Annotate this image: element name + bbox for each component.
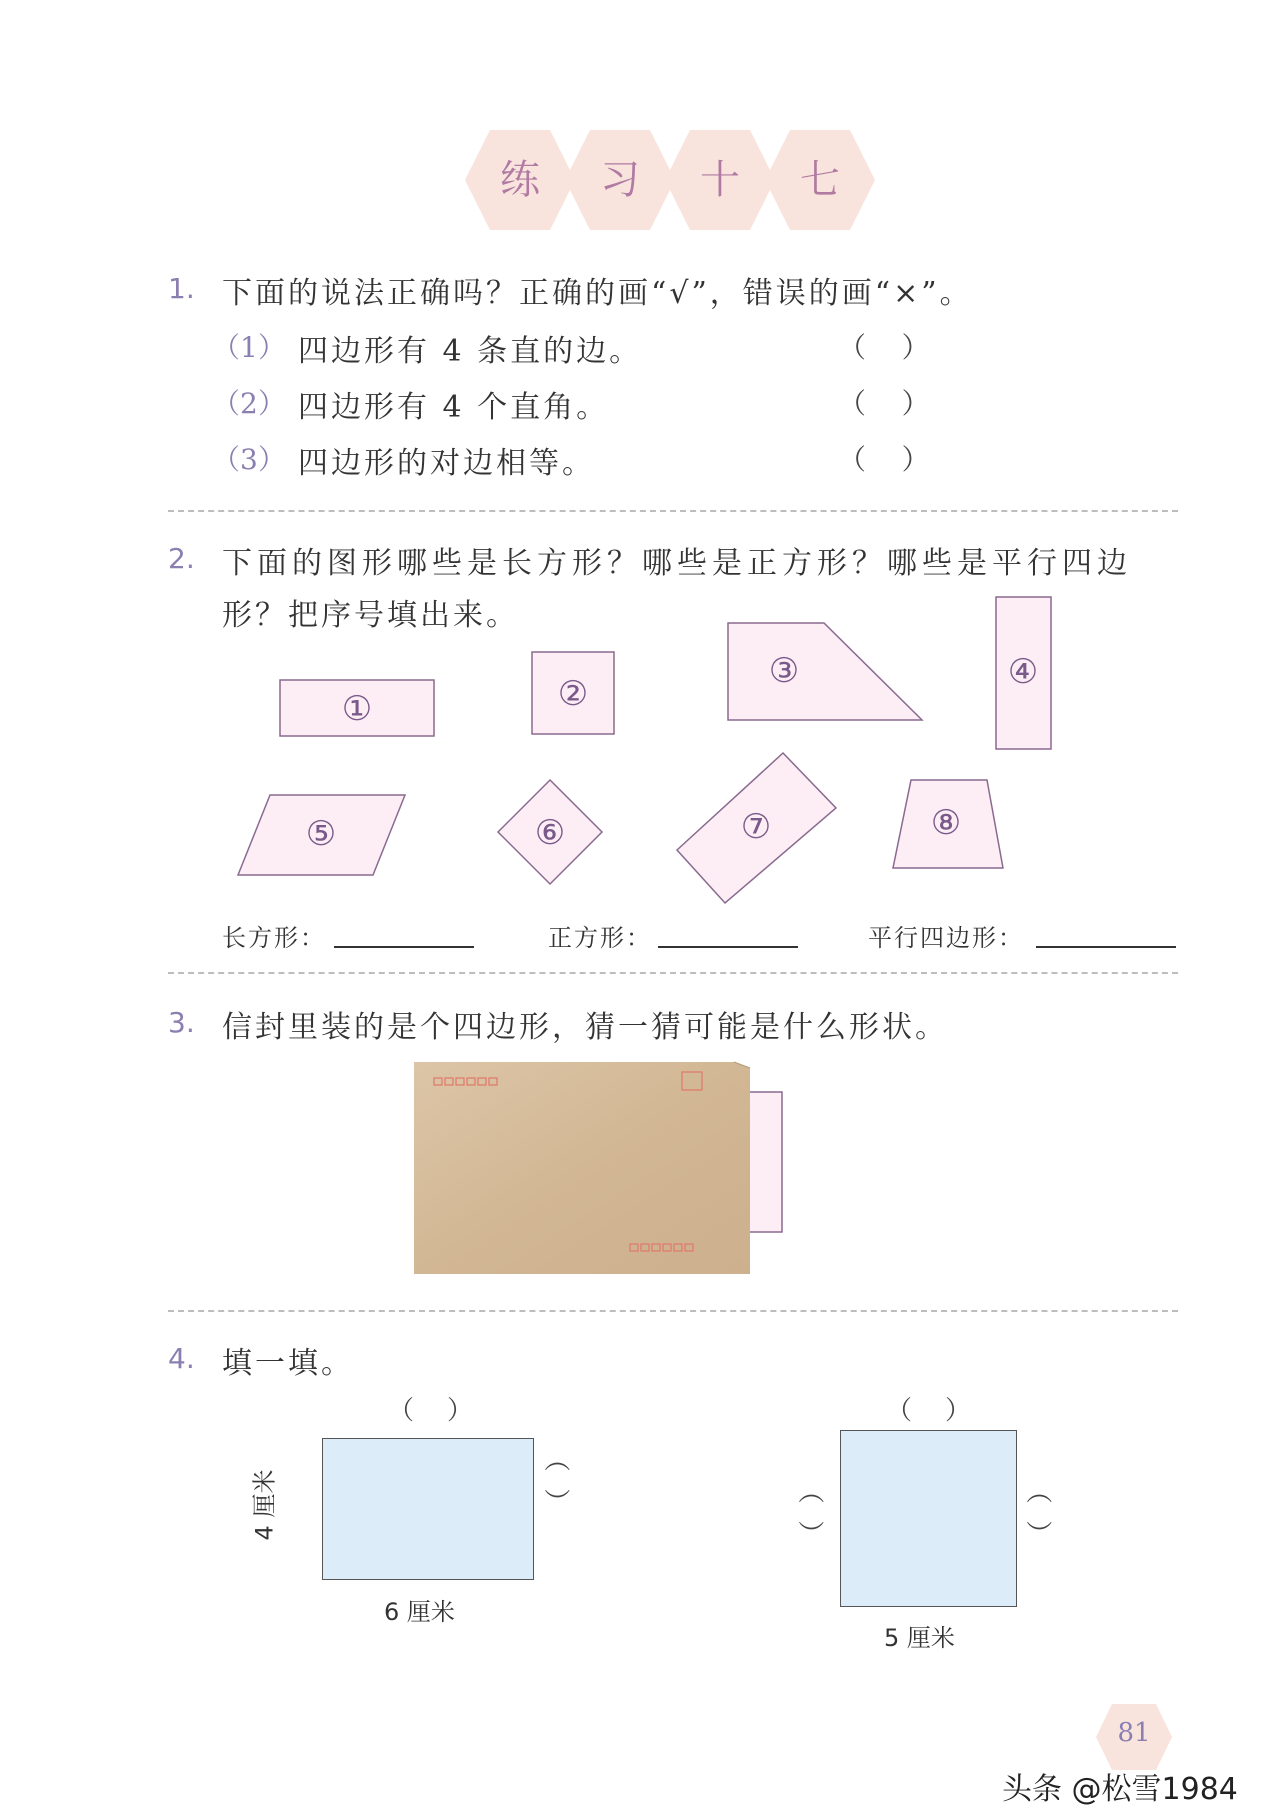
shape-1-label: ① bbox=[341, 689, 373, 729]
q4-rectangle bbox=[322, 1438, 534, 1580]
square-right-answer[interactable]: （ ） bbox=[1022, 1477, 1053, 1547]
shape-7-label: ⑦ bbox=[740, 807, 772, 847]
shape-6-label: ⑥ bbox=[534, 813, 566, 853]
q3-number: 3. bbox=[168, 1006, 195, 1039]
answer-square-blank[interactable] bbox=[658, 946, 798, 948]
divider bbox=[168, 1310, 1178, 1312]
answer-parallelogram-label: 平行四边形： bbox=[868, 924, 1024, 952]
q1-text: 下面的说法正确吗？正确的画“√”，错误的画“×”。 bbox=[222, 276, 973, 311]
answer-parallelogram-blank[interactable] bbox=[1036, 946, 1176, 948]
shape-3 bbox=[728, 623, 922, 720]
shape-2-label: ② bbox=[557, 674, 589, 714]
title-char: 习 bbox=[600, 157, 640, 203]
q1-item-2-text: 四边形有 4 个直角。 bbox=[298, 390, 610, 425]
shape-8-label: ⑧ bbox=[930, 803, 962, 843]
square-width-label: 5 厘米 bbox=[884, 1624, 955, 1652]
q2-text-line1: 下面的图形哪些是长方形？哪些是正方形？哪些是平行四边 bbox=[222, 546, 1132, 581]
page-number: 81 bbox=[1117, 1718, 1151, 1748]
shape-7 bbox=[677, 753, 836, 903]
q1-item-1-text: 四边形有 4 条直的边。 bbox=[298, 334, 643, 369]
square-top-answer[interactable]: （ ） bbox=[886, 1396, 972, 1426]
title-char: 十 bbox=[700, 157, 740, 203]
rect-width-label: 6 厘米 bbox=[384, 1598, 455, 1626]
square-left-answer[interactable]: （ ） bbox=[794, 1477, 825, 1547]
envelope-icon bbox=[414, 1062, 750, 1274]
q4-square bbox=[840, 1430, 1017, 1607]
q1-item-3-text: 四边形的对边相等。 bbox=[298, 446, 595, 481]
q2-text-line2: 形？把序号填出来。 bbox=[222, 598, 519, 633]
q1-item-1-index: （1） bbox=[212, 331, 286, 364]
watermark: 头条 @松雪1984 bbox=[1002, 1772, 1238, 1807]
shape-5 bbox=[238, 795, 405, 875]
shape-3-label: ③ bbox=[768, 651, 800, 691]
answer-square-label: 正方形： bbox=[548, 924, 652, 952]
rect-height-label: 4 厘米 bbox=[250, 1469, 279, 1541]
shape-8 bbox=[893, 780, 1003, 868]
q1-item-3-index: （3） bbox=[212, 443, 286, 476]
title-char: 练 bbox=[500, 157, 540, 203]
answer-rect-blank[interactable] bbox=[334, 946, 474, 948]
hidden-shape bbox=[746, 1092, 782, 1232]
q1-item-3-answer[interactable]: （ ） bbox=[838, 443, 930, 476]
q1-item-1-answer[interactable]: （ ） bbox=[838, 331, 930, 364]
q1-number: 1. bbox=[168, 272, 195, 305]
divider bbox=[168, 972, 1178, 974]
q4-text: 填一填。 bbox=[222, 1346, 354, 1381]
q4-number: 4. bbox=[168, 1342, 195, 1375]
shape-6 bbox=[498, 780, 602, 884]
title-char: 七 bbox=[800, 157, 840, 203]
shape-1 bbox=[280, 680, 434, 736]
rect-right-answer[interactable]: （ ） bbox=[540, 1445, 571, 1515]
rect-top-answer[interactable]: （ ） bbox=[388, 1396, 474, 1426]
shape-5-label: ⑤ bbox=[305, 814, 337, 854]
q2-number: 2. bbox=[168, 542, 195, 575]
q1-item-2-answer[interactable]: （ ） bbox=[838, 387, 930, 420]
envelope-image bbox=[400, 1058, 800, 1278]
shape-4 bbox=[996, 597, 1051, 749]
q3-text: 信封里装的是个四边形，猜一猜可能是什么形状。 bbox=[222, 1010, 948, 1045]
answer-rect-label: 长方形： bbox=[222, 924, 326, 952]
shape-2 bbox=[532, 652, 614, 734]
q1-item-2-index: （2） bbox=[212, 387, 286, 420]
shape-4-label: ④ bbox=[1007, 652, 1039, 692]
